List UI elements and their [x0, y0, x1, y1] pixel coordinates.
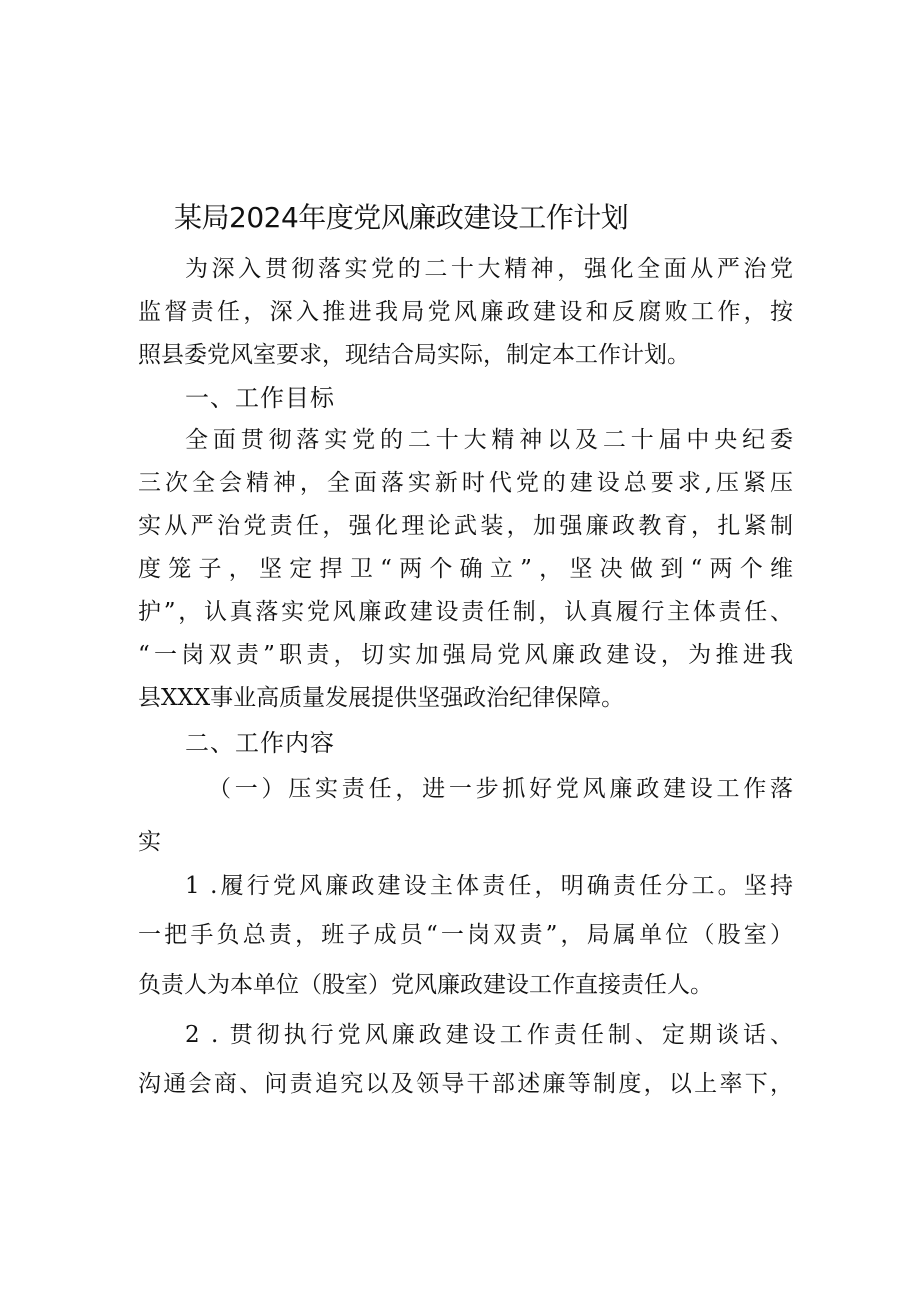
- goals-line-7: 县XXX事业高质量发展提供坚强政治纪律保障。: [138, 685, 625, 711]
- goals-line-4: 度笼子，坚定捍卫“两个确立”，坚决做到“两个维: [138, 556, 793, 582]
- subsection-heading-line-1: （一）压实责任，进一步抓好党风廉政建设工作落: [208, 776, 793, 802]
- document-title: 某局2024年度党风廉政建设工作计划: [174, 201, 629, 234]
- section-heading-content: 二、工作内容: [185, 729, 335, 757]
- intro-line-3: 照县委党风室要求，现结合局实际，制定本工作计划。: [138, 342, 690, 368]
- item1-line-2: 一把手负总责，班子成员“一岗双责”，局属单位（股室）: [138, 922, 793, 948]
- intro-line-2: 监督责任，深入推进我局党风廉政建设和反腐败工作，按: [138, 299, 793, 325]
- item1-line-1: 1 .履行党风廉政建设主体责任，明确责任分工。坚持: [185, 873, 793, 899]
- intro-line-1: 为深入贯彻落实党的二十大精神，强化全面从严治党: [185, 256, 793, 282]
- goals-line-6: “一岗双责”职责，切实加强局党风廉政建设，为推进我: [138, 642, 793, 668]
- section-heading-goals: 一、工作目标: [185, 384, 335, 412]
- goals-line-1: 全面贯彻落实党的二十大精神以及二十届中央纪委: [185, 427, 793, 453]
- goals-line-5: 护”，认真落实党风廉政建设责任制，认真履行主体责任、: [138, 599, 793, 625]
- item2-line-2: 沟通会商、问责追究以及领导干部述廉等制度，以上率下，: [138, 1071, 793, 1097]
- item2-line-1: 2 . 贯彻执行党风廉政建设工作责任制、定期谈话、: [185, 1022, 793, 1048]
- goals-line-2: 三次全会精神，全面落实新时代党的建设总要求,压紧压: [138, 470, 793, 496]
- document-page: [138, 0, 793, 1301]
- goals-line-3: 实从严治党责任，强化理论武装，加强廉政教育，扎紧制: [138, 513, 793, 539]
- item1-line-3: 负责人为本单位（股室）党风廉政建设工作直接责任人。: [138, 972, 713, 998]
- subsection-heading-line-2: 实: [138, 829, 161, 855]
